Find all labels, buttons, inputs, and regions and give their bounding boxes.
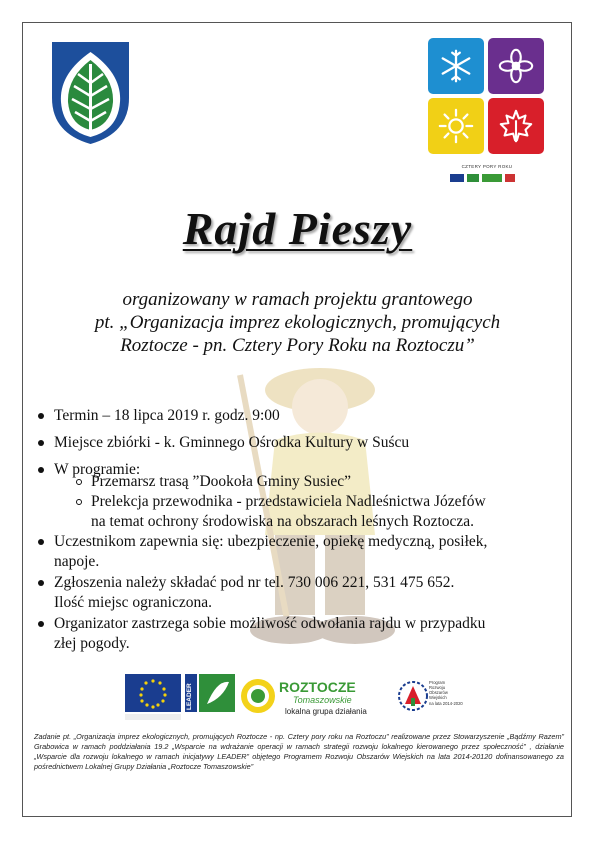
registration-info: Zgłoszenia należy składać pod nr tel. 730 006 221, 531 475 652. xyxy=(54,574,455,591)
cztery-pory-roku-label: CZTERY PORY ROKU xyxy=(461,164,513,169)
svg-text:Obszarów: Obszarów xyxy=(429,690,448,695)
program-item-continued: na temat ochrony środowiska na obszarach leśnych Roztocza. xyxy=(91,513,475,530)
page-title: Rajd Pieszy xyxy=(182,203,413,254)
partner-logos xyxy=(125,672,475,722)
organizer-note: Organizator zastrzega sobie możliwość odwołania rajdu w przypadku xyxy=(54,615,486,632)
funding-footer-note: Zadanie pt. „Organizacja imprez ekologicznych, promujących Roztocze - np. Cztery pory roku na Roztoczu” realizowane przez Stowarzyszenie „Bądźmy Razem” Grabowica w ramach poddziałania 19.2 „Wsparcie na wdrażanie operacji w ramach strategii rozwoju lokalnego kierowanego przez społeczność” , działanie „Wsparcie dla rozwoju lokalnego w ramach inicjatywy LEADER” objętego Programem Rozwoju Obszarów Wiejskich na lata 2014-20120 dofinansowanego za pośrednictwem Lokalnej Grupy Działania „Roztocze Tomaszowskie” xyxy=(34,732,564,771)
bullet-dot xyxy=(38,539,44,545)
sub-bullet-circle xyxy=(76,479,82,485)
mini-funding-logos xyxy=(450,174,524,184)
svg-text:Rozwoju: Rozwoju xyxy=(429,685,446,690)
bullet-dot xyxy=(38,467,44,473)
flower-icon xyxy=(488,38,544,94)
participants-info: Uczestnikom zapewnia się: ubezpieczenie, opiekę medyczną, posiłek, xyxy=(54,533,488,550)
svg-text:lokalna grupa działania: lokalna grupa działania xyxy=(285,707,367,716)
bullet-dot xyxy=(38,621,44,627)
leader-logo xyxy=(185,674,235,712)
svg-text:LEADER: LEADER xyxy=(186,683,193,710)
roztocze-tomaszowskie-logo xyxy=(241,679,367,716)
subtitle-line: pt. „Organizacja imprez ekologicznych, promujących xyxy=(94,312,501,333)
svg-text:Program: Program xyxy=(429,680,446,685)
susiec-coat-of-arms-logo xyxy=(48,38,133,146)
svg-text:ROZTOCZE: ROZTOCZE xyxy=(279,679,356,695)
bullet-dot xyxy=(38,580,44,586)
eu-flag-logo xyxy=(125,674,181,720)
svg-text:Wiejskich: Wiejskich xyxy=(429,695,447,700)
svg-text:Tomaszowskie: Tomaszowskie xyxy=(293,695,352,705)
bullet-dot xyxy=(38,413,44,419)
subtitle-line: organizowany w ramach projektu grantowego xyxy=(122,289,473,310)
meeting-place: Miejsce zbiórki - k. Gminnego Ośrodka Kultury w Suścu xyxy=(54,434,410,451)
bullet-dot xyxy=(38,440,44,446)
participants-info-continued: napoje. xyxy=(54,553,100,570)
event-date: Termin – 18 lipca 2019 r. godz. 9:00 xyxy=(54,407,280,424)
organizer-note-continued: złej pogody. xyxy=(54,635,130,652)
program-item: Prelekcja przewodnika - przedstawiciela Nadleśnictwa Józefów xyxy=(91,493,486,510)
sun-icon xyxy=(428,98,484,154)
cztery-pory-roku-logo xyxy=(428,38,546,188)
snowflake-icon xyxy=(428,38,484,94)
subtitle xyxy=(40,288,555,357)
sub-bullet-circle xyxy=(76,499,82,505)
svg-text:na lata 2014-2020: na lata 2014-2020 xyxy=(429,701,463,706)
registration-info-continued: Ilość miejsc ograniczona. xyxy=(54,594,212,611)
program-item: Przemarsz trasą ”Dookoła Gminy Susiec” xyxy=(91,473,351,490)
prow-logo xyxy=(399,680,463,710)
program-label: W programie: xyxy=(54,461,141,478)
subtitle-line: Roztocze - pn. Cztery Pory Roku na Roztoczu” xyxy=(120,335,475,356)
maple-leaf-icon xyxy=(488,98,544,154)
